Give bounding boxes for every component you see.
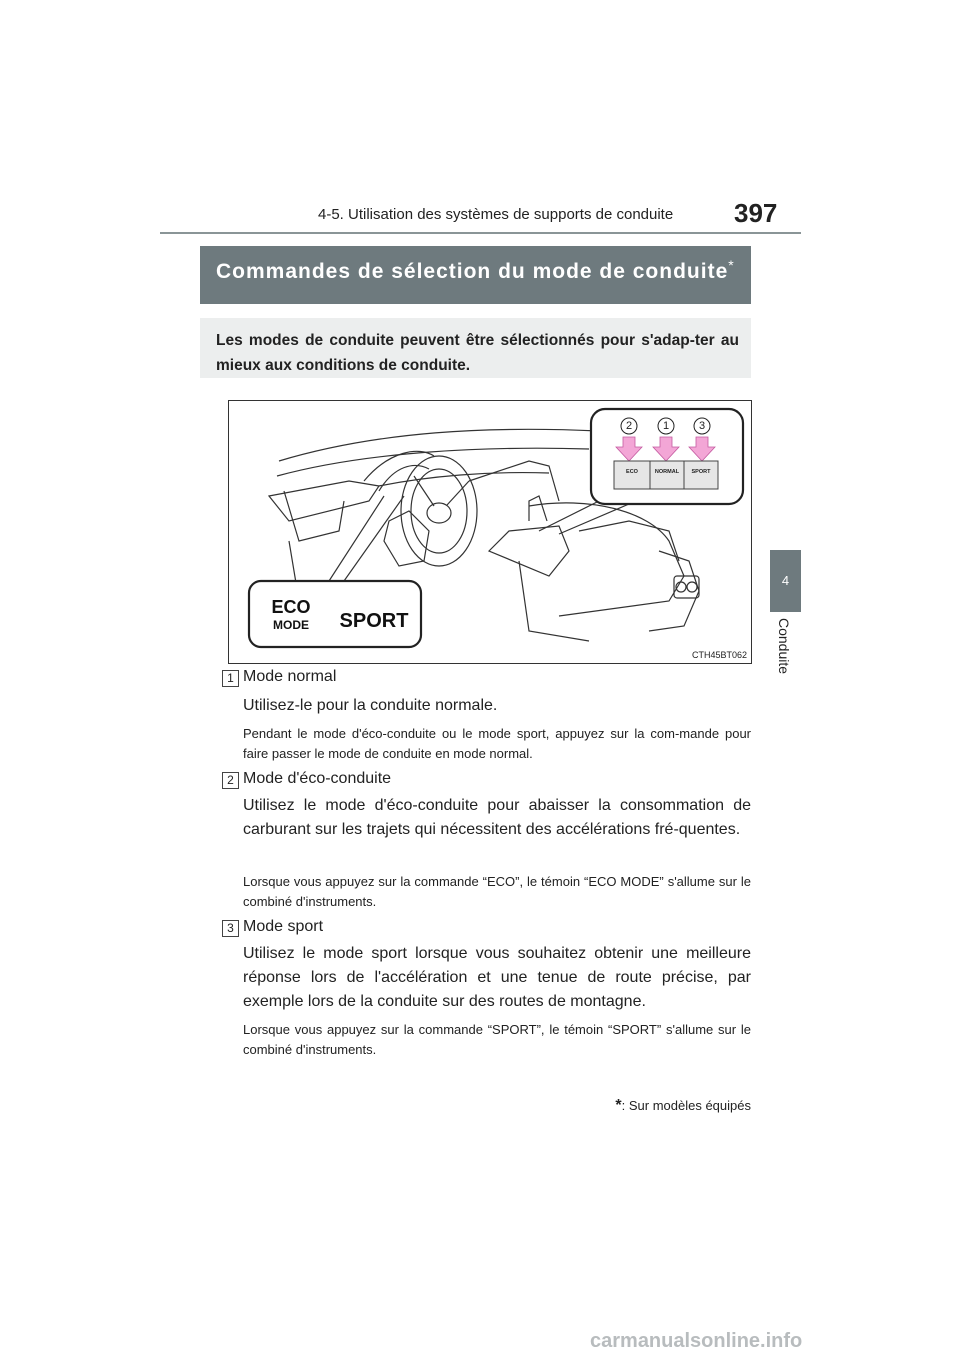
- indicator-eco-line1: ECO: [271, 597, 311, 617]
- item-body: Utilisez le mode d'éco-conduite pour abaisser la consommation de carburant sur les trajets qui nécessitent des accélérations fré-quentes.: [243, 797, 751, 838]
- item-title: Mode d'éco-conduite: [243, 770, 392, 787]
- item-note: Pendant le mode d'éco-conduite ou le mode sport, appuyez sur la com-mande pour faire passer le mode de conduite en mode normal.: [243, 726, 751, 761]
- switch-eco-label: ECO: [626, 469, 638, 475]
- item-note: Lorsque vous appuyez sur la commande “ECO”, le témoin “ECO MODE” s'allume sur le combiné d'instruments.: [243, 874, 751, 909]
- chapter-label: Conduite: [776, 618, 792, 675]
- switch-sport-label: SPORT: [691, 469, 711, 475]
- item-number-badge: 2: [222, 772, 239, 789]
- watermark: carmanualsonline.info: [590, 1330, 803, 1352]
- asterisk-mark: *: [728, 257, 735, 273]
- page-number: 397: [734, 198, 778, 228]
- section-title: [216, 252, 741, 285]
- indicator-sport: SPORT: [339, 610, 409, 632]
- section-title-text: Commandes de sélection du mode de conduite: [216, 260, 729, 283]
- intro-box: [200, 318, 751, 378]
- dashboard-drawing: [229, 401, 751, 663]
- item-title: Mode sport: [243, 918, 324, 935]
- section-title-box: [200, 246, 751, 304]
- item-number-badge: 1: [222, 670, 239, 687]
- item-body: Utilisez le mode sport lorsque vous souhaitez obtenir une meilleure réponse lors de l'accélération et une tenue de route précise, par exemple lors de la conduite sur des routes de montagne.: [243, 945, 751, 1010]
- header-divider: [160, 232, 801, 234]
- intro-text: Les modes de conduite peuvent être sélectionnés pour s'adap-ter au mieux aux conditions de conduite.: [216, 332, 739, 374]
- section-header: 4-5. Utilisation des systèmes de supports de conduite: [318, 206, 674, 223]
- footnote-text: : Sur modèles équipés: [621, 1098, 751, 1113]
- footnote: [600, 1097, 751, 1115]
- figure-code: CTH45BT062: [691, 650, 747, 660]
- item-body: Utilisez-le pour la conduite normale.: [243, 697, 498, 714]
- switch-normal-label: NORMAL: [654, 469, 680, 475]
- dashboard-illustration: [228, 400, 752, 664]
- item-number-badge: 3: [222, 920, 239, 937]
- indicator-eco-line2: MODE: [273, 618, 309, 632]
- item-note: Lorsque vous appuyez sur la commande “SPORT”, le témoin “SPORT” s'allume sur le combiné d'instruments.: [243, 1022, 751, 1057]
- item-title: Mode normal: [243, 668, 337, 685]
- callout-2: 2: [625, 420, 633, 432]
- callout-1: 1: [662, 420, 670, 432]
- chapter-tab: 4: [770, 550, 801, 612]
- callout-3: 3: [698, 420, 706, 432]
- footnote-mark: *: [615, 1097, 622, 1114]
